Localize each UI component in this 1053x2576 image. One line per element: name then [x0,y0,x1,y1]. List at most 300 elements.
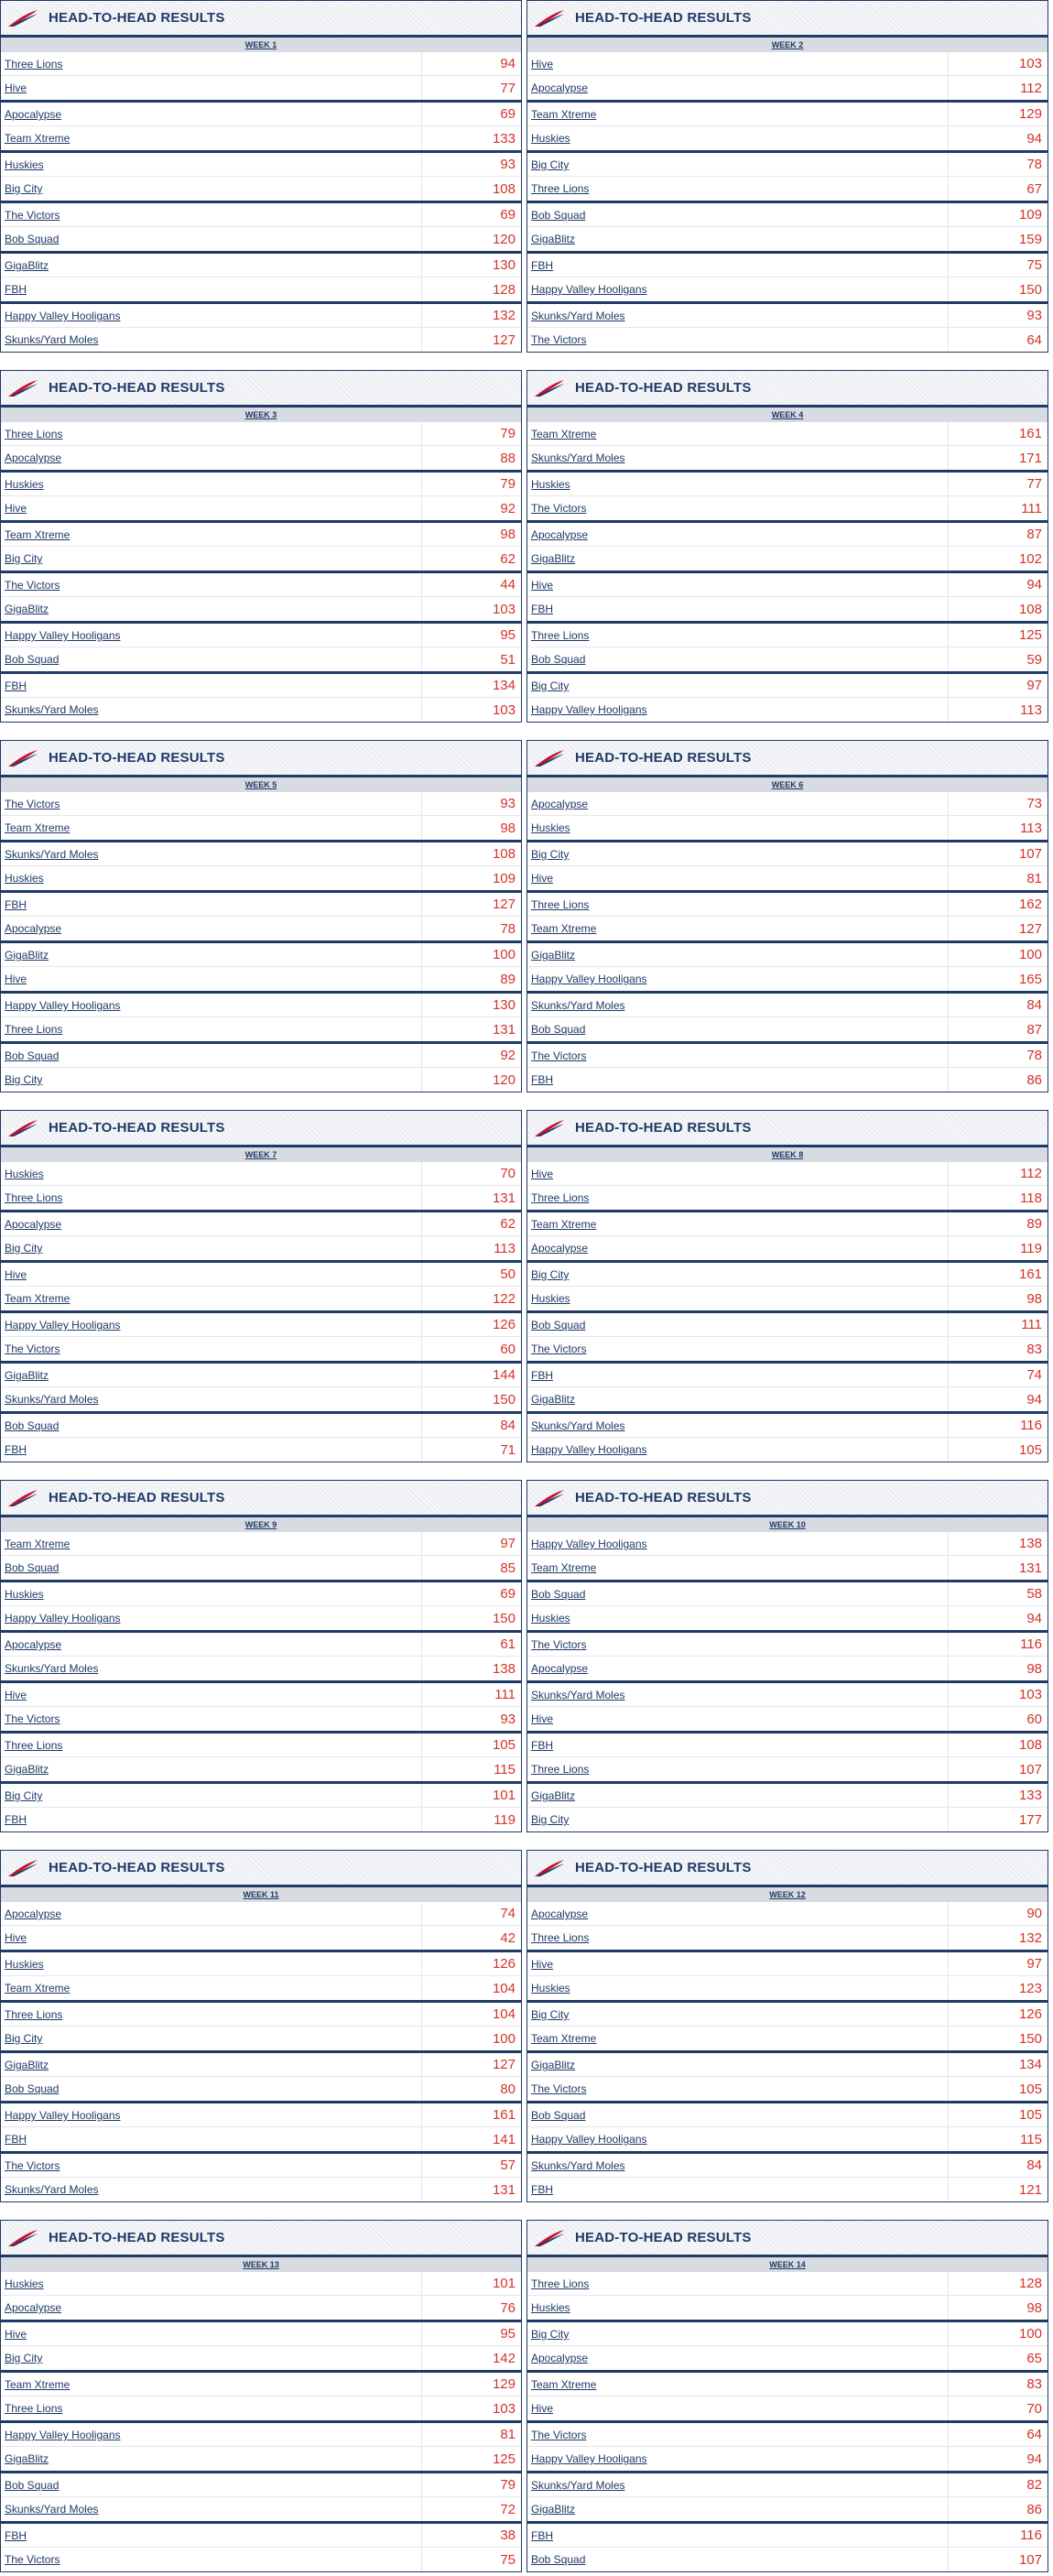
team-score: 161 [1018,1266,1042,1282]
team-link[interactable]: Hive [1,1263,422,1286]
team-link[interactable]: Happy Valley Hooligans [527,698,949,722]
team-score: 79 [500,2477,516,2493]
team-score: 127 [492,2057,516,2072]
team-link[interactable]: The Victors [1,2154,422,2177]
team-link[interactable]: Big City [1,1236,422,1260]
team-link[interactable]: FBH [527,2178,949,2201]
team-link[interactable]: GigaBlitz [1,254,422,277]
team-link[interactable]: Apocalypse [527,1657,949,1680]
team-link[interactable]: Big City [1,1068,422,1092]
matchup [527,2103,1048,2154]
team-link[interactable]: Bob Squad [1,647,422,671]
team-link[interactable]: FBH [527,254,949,277]
team-link[interactable]: GigaBlitz [527,1784,949,1807]
team-link[interactable]: Huskies [1,1162,422,1185]
team-score: 51 [500,651,516,668]
team-score: 123 [1018,1980,1042,1996]
team-link[interactable]: Skunks/Yard Moles [1,1657,422,1680]
team-link[interactable]: The Victors [527,1044,949,1067]
team-score: 125 [1018,627,1042,643]
matchup [1,473,521,523]
team-link[interactable]: Apocalypse [527,2346,949,2370]
week-label[interactable]: WEEK 12 [527,1887,1048,1902]
table-row [1,1606,521,1630]
matchup [527,893,1048,943]
team-link[interactable]: Three Lions [1,2397,422,2420]
team-link[interactable]: GigaBlitz [527,2053,949,2076]
team-link[interactable]: Apocalypse [527,523,949,546]
team-score: 113 [1020,820,1042,836]
team-link[interactable]: Bob Squad [527,2103,949,2126]
matchup [1,1582,521,1633]
team-link[interactable]: GigaBlitz [1,1757,422,1781]
team-link[interactable]: Apocalypse [1,103,422,125]
table-row [1,597,521,621]
table-row [1,328,521,352]
team-link[interactable]: Three Lions [527,624,949,647]
team-link[interactable]: Big City [527,2322,949,2345]
table-row [527,523,1048,547]
week-label[interactable]: WEEK 9 [1,1517,521,1532]
team-link[interactable]: FBH [527,1068,949,1092]
team-link[interactable]: Three Lions [1,2003,422,2026]
team-link[interactable]: Hive [1,1683,422,1706]
team-link[interactable]: Apocalypse [1,2296,422,2320]
team-link[interactable]: Hive [527,1707,949,1731]
team-link[interactable]: Apocalypse [1,446,422,470]
team-link[interactable]: FBH [527,2524,949,2547]
team-link[interactable]: Big City [1,177,422,201]
team-link[interactable]: Huskies [527,126,949,150]
team-score: 128 [1018,2276,1042,2291]
matchup [527,103,1048,153]
team-score: 62 [500,550,516,567]
team-link[interactable]: FBH [527,597,949,621]
team-link[interactable]: Happy Valley Hooligans [527,1532,949,1555]
table-row [527,1068,1048,1092]
table-row [1,126,521,150]
matchup [1,2473,521,2524]
table-row [1,2154,521,2178]
team-link[interactable]: Huskies [1,473,422,495]
team-score: 59 [1026,651,1042,668]
team-link[interactable]: GigaBlitz [1,943,422,966]
team-link[interactable]: GigaBlitz [527,2497,949,2521]
team-score: 103 [492,701,516,718]
matchup [527,1364,1048,1414]
team-link[interactable]: Team Xtreme [527,2373,949,2396]
team-link[interactable]: Big City [527,1808,949,1831]
table-row [527,547,1048,571]
table-row [1,1186,521,1210]
panel-title: HEAD-TO-HEAD RESULTS [575,10,752,26]
team-link[interactable]: Hive [527,2397,949,2420]
team-link[interactable]: The Victors [527,1633,949,1656]
team-link[interactable]: Apocalypse [1,1902,422,1925]
team-link[interactable]: Skunks/Yard Moles [1,1387,422,1411]
panel-header [1,1481,521,1517]
team-score: 177 [1018,1811,1042,1828]
team-link[interactable]: FBH [1,2127,422,2151]
team-link[interactable]: Apocalypse [527,1902,949,1925]
team-link[interactable]: The Victors [527,496,949,520]
table-row [1,1582,521,1606]
table-row [527,792,1048,816]
table-row [527,1236,1048,1260]
team-score: 90 [1026,1906,1042,1921]
team-link[interactable]: Skunks/Yard Moles [527,1683,949,1706]
week-label[interactable]: WEEK 2 [527,38,1048,52]
table-row [1,2322,521,2346]
team-link[interactable]: Team Xtreme [527,917,949,940]
table-row [1,1902,521,1926]
team-link[interactable]: Happy Valley Hooligans [527,277,949,301]
team-link[interactable]: Big City [527,842,949,865]
team-score: 100 [492,947,516,962]
team-link[interactable]: GigaBlitz [527,227,949,251]
team-score: 138 [492,1660,516,1677]
team-link[interactable]: The Victors [1,792,422,815]
team-link[interactable]: Hive [1,76,422,100]
team-score: 67 [1026,180,1042,197]
team-link[interactable]: Happy Valley Hooligans [1,624,422,647]
team-link[interactable]: Huskies [1,1582,422,1605]
table-row [1,1387,521,1411]
team-link[interactable]: The Victors [527,1337,949,1361]
team-link[interactable]: Bob Squad [527,1313,949,1336]
team-link[interactable]: Team Xtreme [1,1287,422,1310]
team-link[interactable]: Happy Valley Hooligans [1,2423,422,2446]
team-score: 93 [500,1711,516,1727]
week-label[interactable]: WEEK 13 [1,2257,521,2272]
team-link[interactable]: Happy Valley Hooligans [527,1438,949,1462]
team-link[interactable]: Huskies [527,2296,949,2320]
team-link[interactable]: GigaBlitz [527,547,949,571]
team-link[interactable]: Skunks/Yard Moles [527,1414,949,1437]
table-row [527,2053,1048,2077]
team-link[interactable]: Skunks/Yard Moles [1,2178,422,2201]
team-link[interactable]: Hive [527,1952,949,1975]
team-link[interactable]: GigaBlitz [1,1364,422,1386]
team-link[interactable]: Three Lions [527,1186,949,1210]
team-link[interactable]: The Victors [1,2548,422,2571]
team-link[interactable]: Huskies [527,816,949,840]
swoosh-logo-icon [533,1488,566,1508]
table-row [527,624,1048,647]
matchup [527,473,1048,523]
team-link[interactable]: Three Lions [1,1734,422,1756]
team-link[interactable]: Three Lions [527,1926,949,1950]
team-link[interactable]: Hive [527,573,949,596]
team-link[interactable]: Apocalypse [1,1633,422,1656]
team-link[interactable]: Bob Squad [1,2077,422,2101]
team-score: 104 [492,2006,516,2022]
table-row [1,446,521,470]
team-score: 132 [492,308,516,323]
table-row [1,254,521,277]
head-to-head-panel [0,1850,522,2202]
team-score: 100 [492,2030,516,2047]
table-row [1,547,521,571]
team-link[interactable]: Hive [527,52,949,75]
team-link[interactable]: FBH [1,893,422,916]
team-link[interactable]: Three Lions [1,1017,422,1041]
team-link[interactable]: Big City [1,2027,422,2050]
table-row [527,2322,1048,2346]
team-score: 97 [500,1536,516,1551]
matchup [1,624,521,674]
head-to-head-panel [0,2220,522,2572]
team-score: 93 [1026,308,1042,323]
team-link[interactable]: The Victors [1,573,422,596]
team-score: 89 [1026,1216,1042,1232]
team-link[interactable]: Apocalypse [1,917,422,940]
table-row [1,1633,521,1657]
team-link[interactable]: Bob Squad [527,2548,949,2571]
week-label[interactable]: WEEK 8 [527,1147,1048,1162]
team-link[interactable]: GigaBlitz [1,597,422,621]
team-link[interactable]: Apocalypse [1,1212,422,1235]
team-link[interactable]: Skunks/Yard Moles [527,994,949,1016]
team-score: 150 [492,1391,516,1408]
table-row [527,943,1048,967]
team-link[interactable]: Team Xtreme [1,523,422,546]
team-link[interactable]: Three Lions [527,893,949,916]
team-link[interactable]: Happy Valley Hooligans [527,967,949,991]
week-label[interactable]: WEEK 10 [527,1517,1048,1532]
team-link[interactable]: Bob Squad [1,2473,422,2496]
table-row [527,203,1048,227]
team-link[interactable]: Team Xtreme [1,1532,422,1555]
team-link[interactable]: The Victors [527,2077,949,2101]
team-link[interactable]: Three Lions [527,177,949,201]
team-link[interactable]: Bob Squad [1,1414,422,1437]
panel-header [1,741,521,777]
team-link[interactable]: Skunks/Yard Moles [527,446,949,470]
team-link[interactable]: Huskies [527,1606,949,1630]
table-row [527,2154,1048,2178]
team-link[interactable]: Huskies [1,1952,422,1975]
matchup [527,2322,1048,2373]
team-score: 116 [1020,1418,1042,1433]
team-link[interactable]: The Victors [1,203,422,226]
team-link[interactable]: Bob Squad [527,1017,949,1041]
table-row [527,2003,1048,2027]
team-link[interactable]: FBH [1,2524,422,2547]
table-row [1,2296,521,2320]
matchup [1,153,521,203]
team-link[interactable]: Happy Valley Hooligans [1,1606,422,1630]
matchup [527,1263,1048,1313]
matchup [527,2003,1048,2053]
matchup [527,1414,1048,1462]
week-label[interactable]: WEEK 1 [1,38,521,52]
table-row [527,227,1048,251]
team-link[interactable]: The Victors [1,1337,422,1361]
matchup [527,254,1048,304]
table-row [527,2296,1048,2320]
team-link[interactable]: Huskies [1,153,422,176]
team-score: 100 [1018,2326,1042,2342]
matchup [527,422,1048,473]
table-row [1,842,521,866]
matchup [527,573,1048,624]
team-link[interactable]: Skunks/Yard Moles [527,304,949,327]
table-row [1,1734,521,1757]
table-row [527,126,1048,150]
team-link[interactable]: The Victors [527,2423,949,2446]
team-link[interactable]: Skunks/Yard Moles [1,2497,422,2521]
team-link[interactable]: Team Xtreme [527,1212,949,1235]
team-link[interactable]: Happy Valley Hooligans [1,304,422,327]
team-link[interactable]: Huskies [527,1976,949,2000]
week-label[interactable]: WEEK 5 [1,777,521,792]
panel-title: HEAD-TO-HEAD RESULTS [49,1860,225,1875]
team-link[interactable]: Skunks/Yard Moles [527,2154,949,2177]
team-link[interactable]: Big City [1,2346,422,2370]
swoosh-logo-icon [6,1858,39,1878]
matchup [1,2272,521,2322]
panel-header [1,1,521,38]
team-score: 131 [1018,1560,1042,1576]
team-link[interactable]: Bob Squad [527,1582,949,1605]
matchup [1,254,521,304]
table-row [1,2053,521,2077]
team-link[interactable]: Hive [1,1926,422,1950]
team-link[interactable]: Big City [527,1263,949,1286]
team-link[interactable]: Hive [1,967,422,991]
team-score: 74 [500,1906,516,1921]
team-link[interactable]: Bob Squad [527,647,949,671]
table-row [527,496,1048,520]
team-link[interactable]: Big City [527,2003,949,2026]
team-score: 109 [1018,207,1042,223]
team-link[interactable]: Hive [527,866,949,890]
team-link[interactable]: Bob Squad [527,203,949,226]
swoosh-logo-icon [533,8,566,28]
team-link[interactable]: Big City [1,1784,422,1807]
team-link[interactable]: GigaBlitz [1,2053,422,2076]
team-score: 105 [492,1737,516,1753]
panel-header [1,1111,521,1147]
team-link[interactable]: Three Lions [1,52,422,75]
team-score: 95 [500,627,516,643]
team-link[interactable]: Happy Valley Hooligans [1,2103,422,2126]
team-link[interactable]: Team Xtreme [527,2027,949,2050]
team-link[interactable]: Three Lions [1,1186,422,1210]
team-link[interactable]: Hive [527,1162,949,1185]
table-row [1,1017,521,1041]
team-link[interactable]: Team Xtreme [527,422,949,445]
table-row [1,1784,521,1808]
matchup [1,943,521,994]
team-link[interactable]: Huskies [1,2272,422,2295]
team-score: 82 [1026,2477,1042,2493]
team-link[interactable]: Bob Squad [1,1556,422,1580]
team-link[interactable]: Skunks/Yard Moles [1,328,422,352]
matchup [1,2154,521,2201]
team-link[interactable]: Big City [527,674,949,697]
team-link[interactable]: FBH [1,277,422,301]
team-link[interactable]: FBH [527,1734,949,1756]
team-link[interactable]: FBH [1,1808,422,1831]
team-link[interactable]: The Victors [527,328,949,352]
table-row [527,2178,1048,2201]
table-row [527,422,1048,446]
team-link[interactable]: Skunks/Yard Moles [1,842,422,865]
week-label[interactable]: WEEK 3 [1,408,521,422]
team-link[interactable]: The Victors [1,1707,422,1731]
week-label[interactable]: WEEK 7 [1,1147,521,1162]
team-link[interactable]: Team Xtreme [1,126,422,150]
team-link[interactable]: Apocalypse [527,76,949,100]
team-link[interactable]: Apocalypse [527,1236,949,1260]
team-link[interactable]: Happy Valley Hooligans [1,1313,422,1336]
team-link[interactable]: Skunks/Yard Moles [1,698,422,722]
team-link[interactable]: FBH [527,1364,949,1386]
week-label[interactable]: WEEK 4 [527,408,1048,422]
team-link[interactable]: Happy Valley Hooligans [527,2447,949,2471]
table-row [1,422,521,446]
team-link[interactable]: Huskies [527,1287,949,1310]
team-link[interactable]: GigaBlitz [527,1387,949,1411]
team-score: 127 [492,897,516,912]
team-link[interactable]: Skunks/Yard Moles [527,2473,949,2496]
week-label[interactable]: WEEK 6 [527,777,1048,792]
week-label[interactable]: WEEK 11 [1,1887,521,1902]
team-link[interactable]: Team Xtreme [1,2373,422,2396]
team-link[interactable]: Happy Valley Hooligans [1,994,422,1016]
swoosh-logo-icon [533,1118,566,1138]
team-score: 93 [500,796,516,811]
team-link[interactable]: GigaBlitz [527,943,949,966]
team-link[interactable]: Huskies [527,473,949,495]
matchup [527,523,1048,573]
team-link[interactable]: Big City [527,153,949,176]
team-link[interactable]: Hive [1,2322,422,2345]
team-link[interactable]: Three Lions [1,422,422,445]
matchup [1,893,521,943]
team-score: 83 [1026,2376,1042,2392]
team-link[interactable]: Team Xtreme [1,1976,422,2000]
team-link[interactable]: Happy Valley Hooligans [527,2127,949,2151]
team-link[interactable]: FBH [1,674,422,697]
week-label[interactable]: WEEK 14 [527,2257,1048,2272]
team-link[interactable]: Team Xtreme [1,816,422,840]
team-link[interactable]: Three Lions [527,2272,949,2295]
team-score: 107 [1018,846,1042,862]
team-link[interactable]: GigaBlitz [1,2447,422,2471]
panel-header [527,741,1048,777]
team-link[interactable]: FBH [1,1438,422,1462]
team-link[interactable]: Team Xtreme [527,1556,949,1580]
team-score: 105 [1018,2107,1042,2123]
team-score: 107 [1018,2551,1042,2568]
team-link[interactable]: Hive [1,496,422,520]
team-score: 98 [1026,2299,1042,2316]
team-link[interactable]: Three Lions [527,1757,949,1781]
team-link[interactable]: Team Xtreme [527,103,949,125]
team-link[interactable]: Apocalypse [527,792,949,815]
team-link[interactable]: Bob Squad [1,1044,422,1067]
table-row [527,2548,1048,2571]
team-link[interactable]: Bob Squad [1,227,422,251]
team-link[interactable]: Big City [1,547,422,571]
matchup [1,2103,521,2154]
team-score: 84 [1026,2158,1042,2173]
swoosh-logo-icon [6,1488,39,1508]
team-link[interactable]: Huskies [1,866,422,890]
